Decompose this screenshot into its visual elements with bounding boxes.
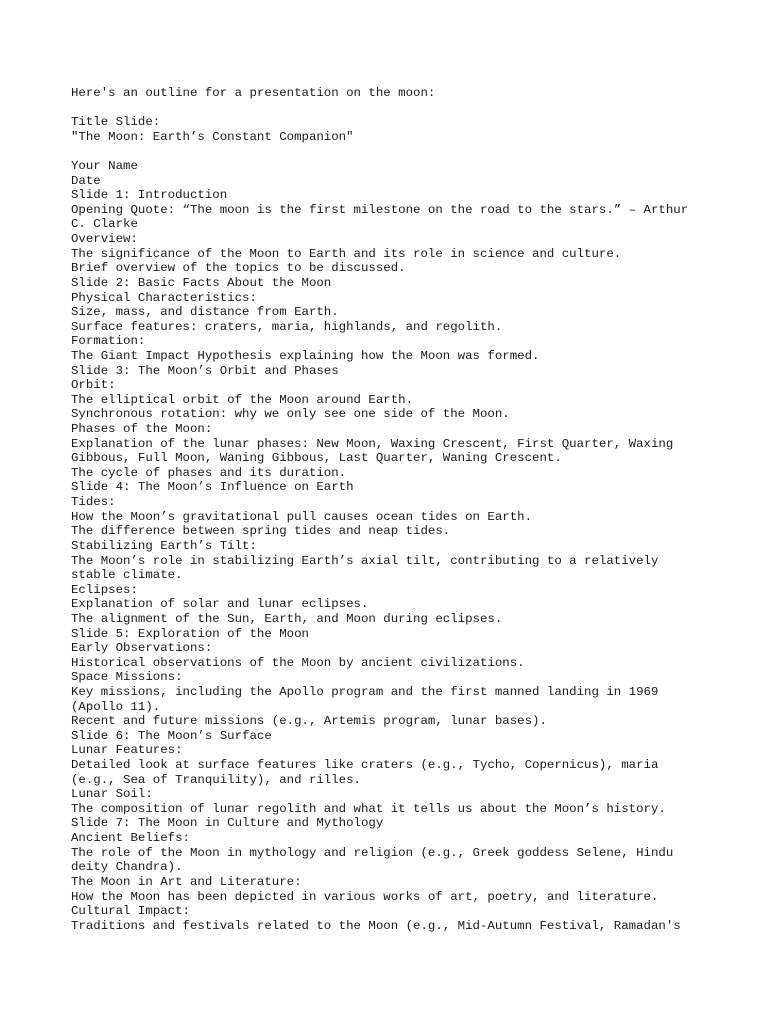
document-line: Here's an outline for a presentation on the moon: <box>71 86 436 100</box>
document-line: (e.g., Sea of Tranquility), and rilles. <box>71 772 361 787</box>
document-line: Opening Quote: “The moon is the first milestone on the road to the stars.” – Arthur <box>71 202 689 217</box>
document-line: Detailed look at surface features like craters (e.g., Tycho, Copernicus), maria <box>71 758 659 773</box>
document-line: Explanation of the lunar phases: New Moon, Waxing Crescent, First Quarter, Waxing <box>71 436 674 451</box>
document-line: (Apollo 11). <box>71 699 161 714</box>
document-line <box>71 144 751 159</box>
document-line: C. Clarke <box>71 217 138 232</box>
document-line: Slide 5: Exploration of the Moon <box>71 626 309 641</box>
document-line: Your Name <box>71 159 138 174</box>
document-line: Phases of the Moon: <box>71 422 213 437</box>
document-line: Space Missions: <box>71 670 183 685</box>
document-line: The role of the Moon in mythology and religion (e.g., Greek goddess Selene, Hindu <box>71 845 674 860</box>
document-line: Size, mass, and distance from Earth. <box>71 305 339 320</box>
document-line: The difference between spring tides and neap tides. <box>71 524 451 539</box>
document-line: Stabilizing Earth’s Tilt: <box>71 538 257 553</box>
document-line: Key missions, including the Apollo program and the first manned landing in 1969 <box>71 684 659 699</box>
document-line: Slide 4: The Moon’s Influence on Earth <box>71 480 354 495</box>
document-line: Ancient Beliefs: <box>71 831 190 846</box>
document-line: deity Chandra). <box>71 860 183 875</box>
document-line: How the Moon has been depicted in various works of art, poetry, and literature. <box>71 889 659 904</box>
document-line: The alignment of the Sun, Earth, and Moon during eclipses. <box>71 611 503 626</box>
document-line: The Giant Impact Hypothesis explaining how the Moon was formed. <box>71 348 540 363</box>
document-line: Slide 6: The Moon’s Surface <box>71 728 272 743</box>
document-line: Orbit: <box>71 378 116 393</box>
document-line: Brief overview of the topics to be discussed. <box>71 261 406 276</box>
document-line: Eclipses: <box>71 582 138 597</box>
document-line: Formation: <box>71 334 146 349</box>
document-line: Title Slide: <box>71 115 161 130</box>
document-body <box>71 86 751 933</box>
document-line: Slide 3: The Moon’s Orbit and Phases <box>71 363 339 378</box>
document-line: stable climate. <box>71 568 183 583</box>
document-line: "The Moon: Earth’s Constant Companion" <box>71 129 354 144</box>
document-line: Early Observations: <box>71 641 213 656</box>
document-line: Recent and future missions (e.g., Artemis program, lunar bases). <box>71 714 547 729</box>
document-line: Lunar Soil: <box>71 787 153 802</box>
document-line: Synchronous rotation: why we only see one side of the Moon. <box>71 407 510 422</box>
document-line: Surface features: craters, maria, highlands, and regolith. <box>71 319 503 334</box>
document-line: Date <box>71 173 101 188</box>
document-line: Traditions and festivals related to the Moon (e.g., Mid-Autumn Festival, Ramadan's <box>71 918 681 933</box>
document-line: Historical observations of the Moon by ancient civilizations. <box>71 655 525 670</box>
document-line: Physical Characteristics: <box>71 290 257 305</box>
document-line: Slide 7: The Moon in Culture and Mythology <box>71 816 384 831</box>
document-line: Slide 2: Basic Facts About the Moon <box>71 275 332 290</box>
document-line: The significance of the Moon to Earth and its role in science and culture. <box>71 246 622 261</box>
document-line: Cultural Impact: <box>71 904 190 919</box>
document-line: Slide 1: Introduction <box>71 188 228 203</box>
document-line: How the Moon’s gravitational pull causes ocean tides on Earth. <box>71 509 533 524</box>
document-line: Gibbous, Full Moon, Waning Gibbous, Last Quarter, Waning Crescent. <box>71 451 562 466</box>
document-line: The elliptical orbit of the Moon around Earth. <box>71 392 414 407</box>
document-line: The composition of lunar regolith and what it tells us about the Moon’s history. <box>71 801 666 816</box>
document-line: Explanation of solar and lunar eclipses. <box>71 597 369 612</box>
document-line: The Moon in Art and Literature: <box>71 874 302 889</box>
document-line: Overview: <box>71 232 138 247</box>
document-line <box>71 101 751 116</box>
document-line: Tides: <box>71 495 116 510</box>
document-line: The Moon’s role in stabilizing Earth’s axial tilt, contributing to a relatively <box>71 553 659 568</box>
document-line: The cycle of phases and its duration. <box>71 465 347 480</box>
document-line: Lunar Features: <box>71 743 183 758</box>
